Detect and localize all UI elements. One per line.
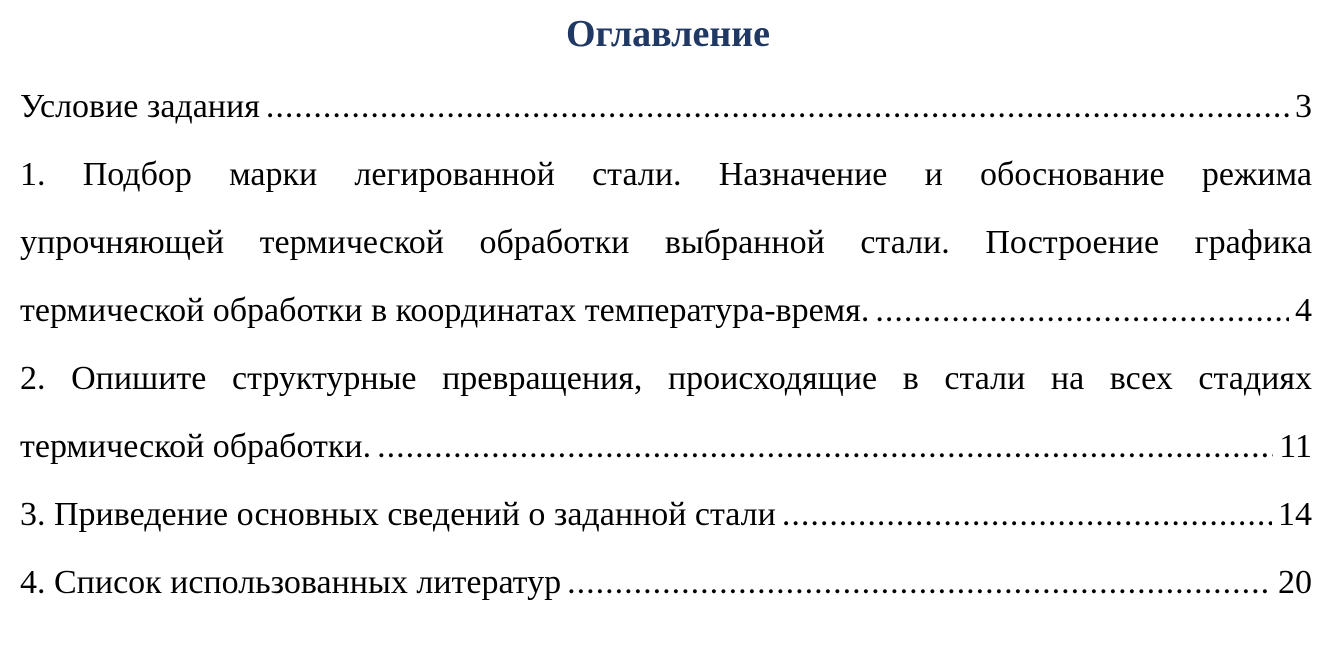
toc-entry-text: 4. Список использованных литератур	[20, 564, 562, 601]
toc-list	[20, 73, 1312, 617]
toc-entry[interactable]	[20, 481, 1312, 549]
toc-dot-leader	[875, 277, 1289, 345]
toc-entry-line	[20, 549, 1312, 617]
toc-entry-line	[20, 413, 1312, 481]
toc-page-number: 14	[1278, 496, 1312, 533]
toc-dot-leader	[266, 73, 1289, 141]
toc-entry[interactable]	[20, 345, 1312, 481]
toc-entry-line	[20, 73, 1312, 141]
toc-entry-line	[20, 481, 1312, 549]
toc-entry-text: Условие задания	[20, 88, 260, 125]
toc-page-number: 20	[1278, 564, 1312, 601]
toc-dot-leader	[782, 481, 1272, 549]
toc-dot-leader	[567, 549, 1272, 617]
toc-page-number: 4	[1295, 292, 1312, 329]
toc-entry-line	[20, 277, 1312, 345]
toc-dot-leader	[377, 413, 1273, 481]
toc-entry-text: термической обработки в координатах температура-время.	[20, 292, 870, 329]
toc-entry-text: упрочняющей термической обработки выбранной стали. Построение графика	[20, 224, 1312, 261]
toc-entry-line	[20, 345, 1312, 413]
toc-page-number: 3	[1295, 88, 1312, 125]
toc-entry-line	[20, 209, 1312, 277]
toc-entry[interactable]	[20, 141, 1312, 345]
toc-entry[interactable]	[20, 73, 1312, 141]
toc-entry-text: 3. Приведение основных сведений о заданной стали	[20, 496, 776, 533]
toc-entry-text: 1. Подбор марки легированной стали. Назначение и обоснование режима	[20, 156, 1312, 193]
toc-entry-line	[20, 141, 1312, 209]
toc-entry[interactable]	[20, 549, 1312, 617]
toc-entry-text: термической обработки.	[20, 428, 372, 465]
toc-entry-text: 2. Опишите структурные превращения, происходящие в стали на всех стадиях	[20, 360, 1312, 397]
toc-page-number: 11	[1279, 428, 1312, 465]
toc-title: Оглавление	[565, 13, 771, 55]
